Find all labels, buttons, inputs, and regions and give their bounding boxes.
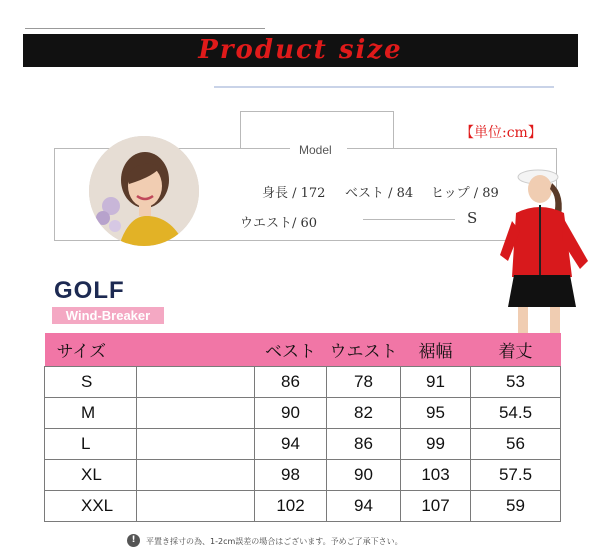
model-box-right-notch [393, 111, 394, 148]
model-label: Model [299, 143, 332, 157]
header-waist: ウエスト [327, 333, 401, 366]
model-height: 身長 / 172 [262, 186, 326, 201]
table-row [45, 366, 561, 397]
size-connector-line [363, 219, 455, 220]
cell-size: XXL [45, 490, 137, 521]
cell-length: 59 [471, 490, 561, 521]
model-avatar [89, 136, 199, 246]
size-table [44, 333, 561, 522]
cell-waist: 94 [327, 490, 401, 521]
cell-bust: 86 [255, 366, 327, 397]
subtitle-text: Wind-Breaker [65, 308, 151, 323]
model-box-left-notch [240, 111, 241, 148]
golfer-figure-icon [496, 165, 596, 340]
cell-blank [137, 459, 255, 490]
model-size: S [467, 209, 478, 227]
model-hip: ヒップ / 89 [431, 186, 499, 201]
cell-length: 56 [471, 428, 561, 459]
cell-bust: 90 [255, 397, 327, 428]
unit-label: 【単位:cm】 [460, 125, 542, 141]
cell-size: M [45, 397, 137, 428]
header-size: サイズ [45, 333, 137, 366]
cell-waist: 78 [327, 366, 401, 397]
cell-waist: 90 [327, 459, 401, 490]
cell-bust: 102 [255, 490, 327, 521]
model-box-top [240, 111, 394, 112]
cell-bust: 98 [255, 459, 327, 490]
table-row [45, 490, 561, 521]
cell-blank [137, 366, 255, 397]
header-bust: ベスト [255, 333, 327, 366]
model-waist: ウエスト/ 60 [240, 216, 318, 231]
table-row [45, 459, 561, 490]
page-title: Product size [198, 35, 403, 65]
cell-blank [137, 397, 255, 428]
cell-blank [137, 428, 255, 459]
brand-name: GOLF [54, 277, 125, 304]
cell-length: 53 [471, 366, 561, 397]
cell-size: XL [45, 459, 137, 490]
table-header-row [45, 333, 561, 366]
table-row [45, 428, 561, 459]
model-figure [496, 165, 596, 340]
header-hem: 裾幅 [401, 333, 471, 366]
cell-size: L [45, 428, 137, 459]
cell-waist: 82 [327, 397, 401, 428]
header-length: 着丈 [471, 333, 561, 366]
cell-waist: 86 [327, 428, 401, 459]
model-box-line-right [347, 148, 557, 149]
top-divider [25, 28, 265, 29]
header-blank [137, 333, 255, 366]
cell-hem: 103 [401, 459, 471, 490]
cell-hem: 99 [401, 428, 471, 459]
cell-blank [137, 490, 255, 521]
cell-hem: 107 [401, 490, 471, 521]
model-box-side-left [54, 148, 55, 240]
exclamation-icon: ! [127, 534, 140, 547]
table-row [45, 397, 561, 428]
cell-bust: 94 [255, 428, 327, 459]
cell-hem: 95 [401, 397, 471, 428]
cell-size: S [45, 366, 137, 397]
banner-underline [214, 86, 554, 88]
measurement-note: 平置き採寸の為、1-2cm誤差の場合はございます。予めご了承下さい。 [146, 537, 403, 546]
model-portrait-icon [89, 136, 199, 246]
cell-length: 54.5 [471, 397, 561, 428]
cell-length: 57.5 [471, 459, 561, 490]
cell-hem: 91 [401, 366, 471, 397]
model-bust: ベスト / 84 [345, 186, 414, 201]
